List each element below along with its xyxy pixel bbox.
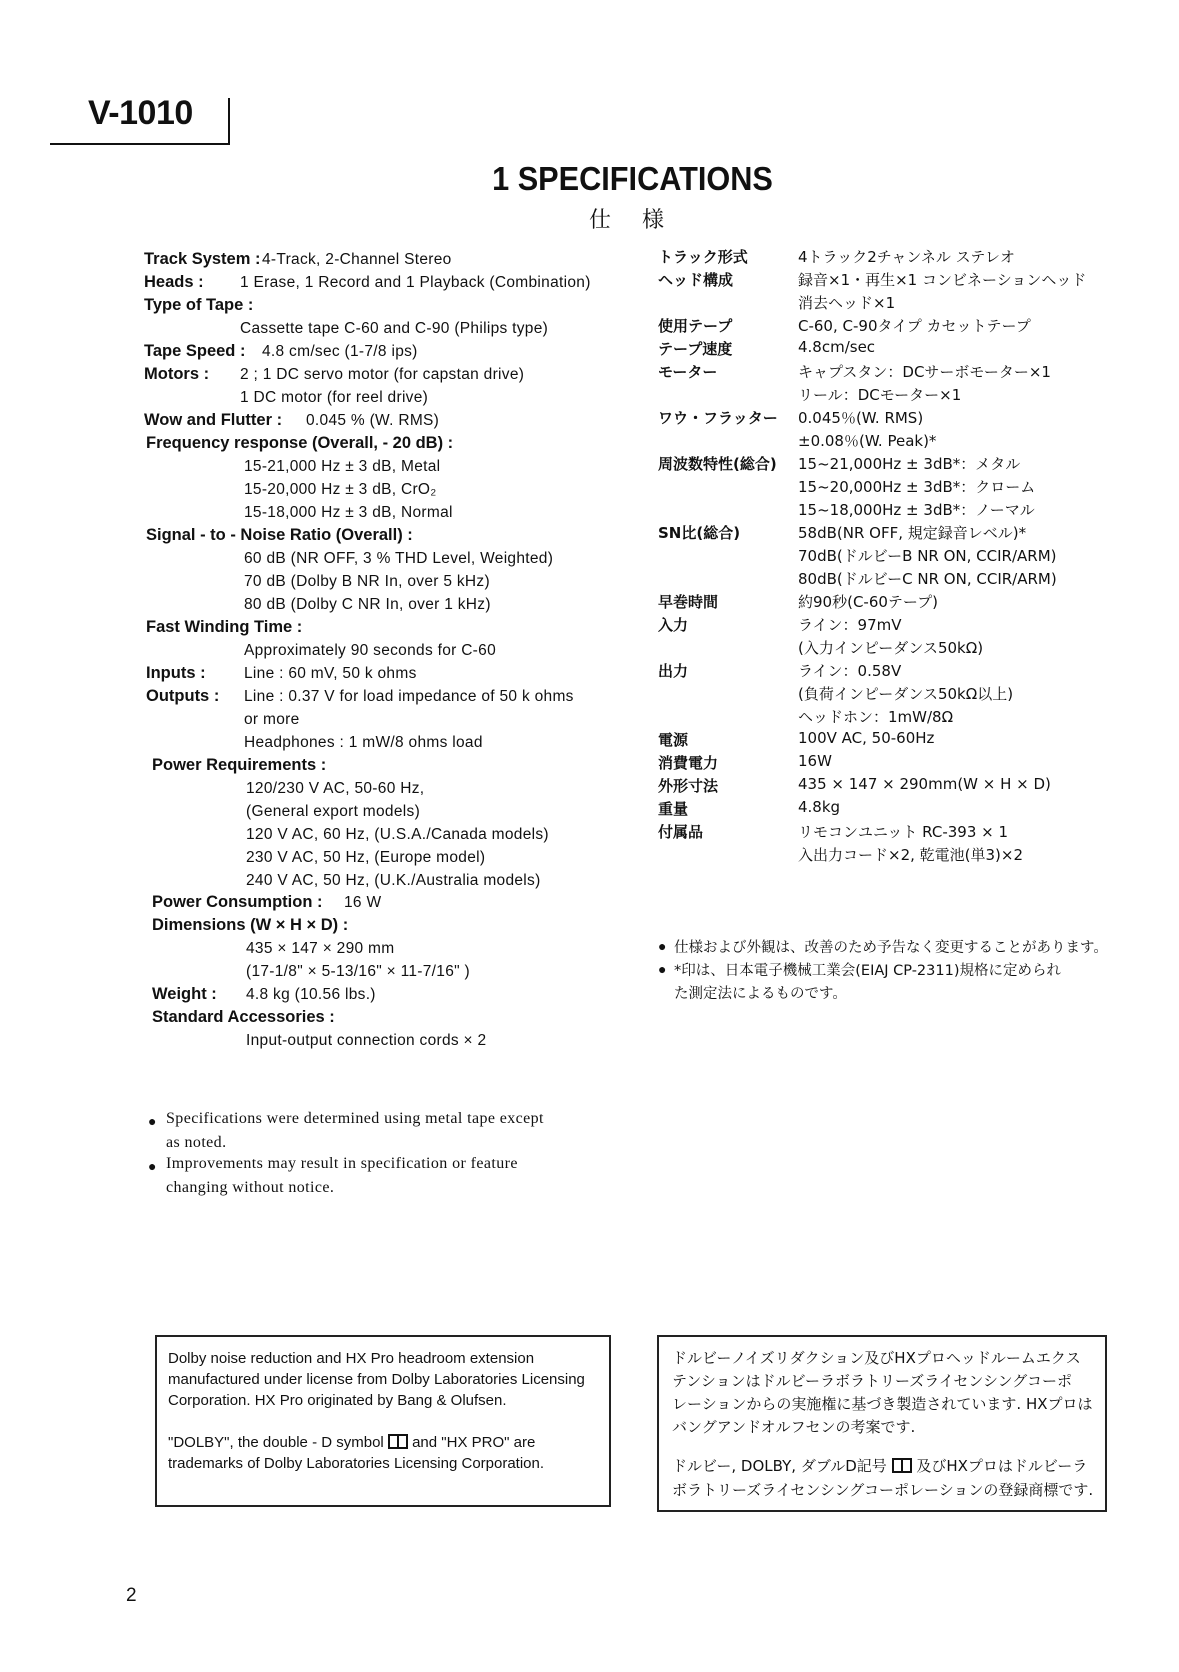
license-text: "DOLBY", the double - D symbol [168, 1434, 384, 1451]
dolby-double-d-icon [388, 1434, 408, 1449]
spec-label: Wow and Flutter : [144, 411, 283, 429]
spec-value: Input-output connection cords × 2 [246, 1032, 487, 1049]
spec-label: Frequency response (Overall, - 20 dB) : [146, 434, 454, 452]
spec-label-jp: 使用テープ [658, 317, 733, 335]
license-text-jp: 及びHXプロはドルビーラ [916, 1457, 1088, 1475]
spec-value: Approximately 90 seconds for C-60 [244, 642, 496, 659]
spec-value-jp: 15~21,000Hz ± 3dB*：メタル [798, 455, 1021, 473]
spec-value: 15-18,000 Hz ± 3 dB, Normal [244, 504, 453, 521]
license-line-jp: ボラトリーズライセンシングコーポレーションの登録商標です. [672, 1481, 1094, 1499]
spec-value-jp: 16W [798, 752, 832, 770]
spec-label: Weight : [152, 985, 217, 1003]
title-divider [228, 98, 230, 144]
dolby-double-d-icon [892, 1458, 912, 1473]
spec-label-jp: 外形寸法 [658, 777, 719, 795]
spec-value-jp: ライン：0.58V [798, 662, 902, 680]
note-line: as noted. [166, 1134, 227, 1151]
spec-value: 4.8 cm/sec (1-7/8 ips) [262, 343, 418, 360]
spec-label-jp: トラック形式 [658, 248, 748, 266]
spec-value-jp: 録音×1・再生×1 コンビネーションヘッド [798, 271, 1087, 289]
spec-value-jp: 58dB(NR OFF, 規定録音レベル)* [798, 524, 1027, 542]
license-line: trademarks of Dolby Laboratories Licensing Corporation. [168, 1455, 545, 1472]
spec-value-jp: 80dB(ドルビーC NR ON, CCIR/ARM) [798, 570, 1057, 588]
spec-label-jp: 出力 [658, 662, 689, 680]
spec-label: Power Requirements : [152, 756, 327, 774]
spec-label: Track System : [144, 250, 261, 268]
spec-value: 60 dB (NR OFF, 3 % THD Level, Weighted) [244, 550, 554, 567]
spec-label-jp: テープ速度 [658, 340, 733, 358]
spec-value: Line : 60 mV, 50 k ohms [244, 665, 417, 682]
spec-value-jp: 約90秒(C-60テープ) [798, 593, 939, 611]
spec-value-jp: 4.8kg [798, 798, 841, 816]
spec-value-jp: (負荷インピーダンス50kΩ以上) [798, 685, 1014, 703]
spec-value: 80 dB (Dolby C NR In, over 1 kHz) [244, 596, 491, 613]
spec-value-jp: ライン：97mV [798, 616, 902, 634]
spec-value-jp: 15~18,000Hz ± 3dB*：ノーマル [798, 501, 1035, 519]
license-box-japanese [657, 1335, 1107, 1512]
license-line: Dolby noise reduction and HX Pro headroom extension [168, 1350, 535, 1367]
license-line-jp: テンションはドルビーラボラトリーズライセンシングコーポ [672, 1372, 1072, 1390]
bullet-icon: ● [148, 1158, 157, 1174]
spec-value: Headphones : 1 mW/8 ohms load [244, 734, 483, 751]
spec-label-jp: ヘッド構成 [658, 271, 734, 289]
spec-label: Heads : [144, 273, 204, 291]
spec-value: 15-20,000 Hz ± 3 dB, CrO₂ [244, 481, 437, 498]
spec-value-jp: 15~20,000Hz ± 3dB*：クローム [798, 478, 1036, 496]
spec-label: Standard Accessories : [152, 1008, 335, 1026]
license-line-jp [672, 1454, 1087, 1478]
bullet-icon: ● [658, 961, 667, 977]
spec-value: 15-21,000 Hz ± 3 dB, Metal [244, 458, 441, 475]
spec-value: 2 ; 1 DC servo motor (for capstan drive) [240, 366, 525, 383]
spec-value-jp: 435 × 147 × 290mm(W × H × D) [798, 775, 1051, 793]
spec-value: 120/230 V AC, 50-60 Hz, [246, 780, 425, 797]
spec-value: 230 V AC, 50 Hz, (Europe model) [246, 849, 486, 866]
page-number: 2 [126, 1585, 137, 1606]
note-line: Specifications were determined using metal tape except [166, 1110, 544, 1127]
spec-label: Motors : [144, 365, 210, 383]
spec-value: 120 V AC, 60 Hz, (U.S.A./Canada models) [246, 826, 549, 843]
spec-label: Signal - to - Noise Ratio (Overall) : [146, 526, 413, 544]
license-line-jp: レーションからの実施権に基づき製造されています. HXプロは [672, 1395, 1093, 1413]
license-line-jp: バングアンドオルフセンの考案です. [672, 1418, 916, 1436]
spec-label-jp: 周波数特性(総合) [658, 455, 777, 473]
spec-value-jp: リール：DCモーター×1 [798, 386, 962, 404]
spec-label: Dimensions (W × H × D) : [152, 916, 349, 934]
spec-label-jp: 入力 [658, 616, 689, 634]
spec-value-jp: 4トラック2チャンネル ステレオ [798, 248, 1016, 266]
title-underline [50, 143, 230, 145]
license-text-jp: ドルビー, DOLBY, ダブルD記号 [672, 1457, 887, 1475]
section-title: 1 SPECIFICATIONS [492, 160, 773, 197]
note-line: changing without notice. [166, 1179, 335, 1196]
spec-label-jp: SN比(総合) [658, 524, 741, 542]
spec-label: Tape Speed : [144, 342, 246, 360]
note-line: Improvements may result in specification or feature [166, 1155, 518, 1172]
spec-value: Cassette tape C-60 and C-90 (Philips type) [240, 320, 549, 337]
spec-value: or more [244, 711, 300, 728]
spec-label: Inputs : [146, 664, 206, 682]
license-box-english [155, 1335, 611, 1507]
spec-value: (General export models) [246, 803, 421, 820]
spec-value-jp: 100V AC, 50-60Hz [798, 729, 935, 747]
spec-value-jp: 4.8cm/sec [798, 338, 876, 356]
license-text: and "HX PRO" are [412, 1434, 536, 1451]
bullet-icon: ● [148, 1113, 157, 1129]
section-title-jp: 仕 様 [589, 208, 676, 233]
spec-value: 4.8 kg (10.56 lbs.) [246, 986, 376, 1003]
spec-value-jp: 70dB(ドルビーB NR ON, CCIR/ARM) [798, 547, 1057, 565]
spec-value: 435 × 147 × 290 mm [246, 940, 395, 957]
spec-label-jp: モーター [658, 363, 718, 381]
license-line [168, 1432, 535, 1454]
spec-label-jp: 早巻時間 [658, 593, 719, 611]
spec-value: (17-1/8" × 5-13/16" × 11-7/16" ) [246, 963, 471, 980]
note-line-jp: *印は、日本電子機械工業会(EIAJ CP-2311)規格に定められ [674, 963, 1061, 979]
spec-value-jp: C-60, C-90タイプ カセットテープ [798, 317, 1031, 335]
spec-value-jp: ヘッドホン：1mW/8Ω [798, 708, 954, 726]
spec-value-jp: 0.045％(W. RMS) [798, 409, 924, 427]
spec-value-jp: リモコンユニット RC-393 × 1 [798, 823, 1009, 841]
spec-value-jp: ±0.08％(W. Peak)* [798, 432, 937, 450]
spec-label: Outputs : [146, 687, 220, 705]
spec-label-jp: ワウ・フラッター [658, 409, 778, 427]
spec-label-jp: 電源 [658, 731, 689, 749]
spec-value-jp: (入力インピーダンス50kΩ) [798, 639, 984, 657]
spec-value: 4-Track, 2-Channel Stereo [262, 251, 452, 268]
spec-value: Line : 0.37 V for load impedance of 50 k ohms [244, 688, 574, 705]
spec-label: Type of Tape : [144, 296, 254, 314]
spec-label: Fast Winding Time : [146, 618, 303, 636]
spec-label-jp: 重量 [658, 800, 689, 818]
spec-value: 1 DC motor (for reel drive) [240, 389, 429, 406]
spec-label: Power Consumption : [152, 893, 323, 911]
model-title: V-1010 [88, 94, 193, 132]
spec-value-jp: 消去ヘッド×1 [798, 294, 896, 312]
spec-value: 70 dB (Dolby B NR In, over 5 kHz) [244, 573, 490, 590]
spec-value: 16 W [344, 894, 382, 911]
note-line-jp: た測定法によるものです。 [674, 986, 847, 1002]
spec-value: 240 V AC, 50 Hz, (U.K./Australia models) [246, 872, 541, 889]
spec-value: 0.045 % (W. RMS) [306, 412, 440, 429]
bullet-icon: ● [658, 938, 667, 954]
license-line: Corporation. HX Pro originated by Bang & Olufsen. [168, 1392, 507, 1409]
license-line-jp: ドルビーノイズリダクション及びHXプロヘッドルームエクス [672, 1349, 1081, 1367]
spec-label-jp: 付属品 [658, 823, 704, 841]
spec-value-jp: 入出力コード×2, 乾電池(単3)×2 [798, 846, 1024, 864]
spec-value: 1 Erase, 1 Record and 1 Playback (Combination) [240, 274, 591, 291]
spec-value-jp: キャプスタン：DCサーボモーター×1 [798, 363, 1051, 381]
spec-label-jp: 消費電力 [658, 754, 719, 772]
license-line: manufactured under license from Dolby Laboratories Licensing [168, 1371, 585, 1388]
note-line-jp: 仕様および外観は、改善のため予告なく変更することがあります。 [674, 940, 1108, 956]
